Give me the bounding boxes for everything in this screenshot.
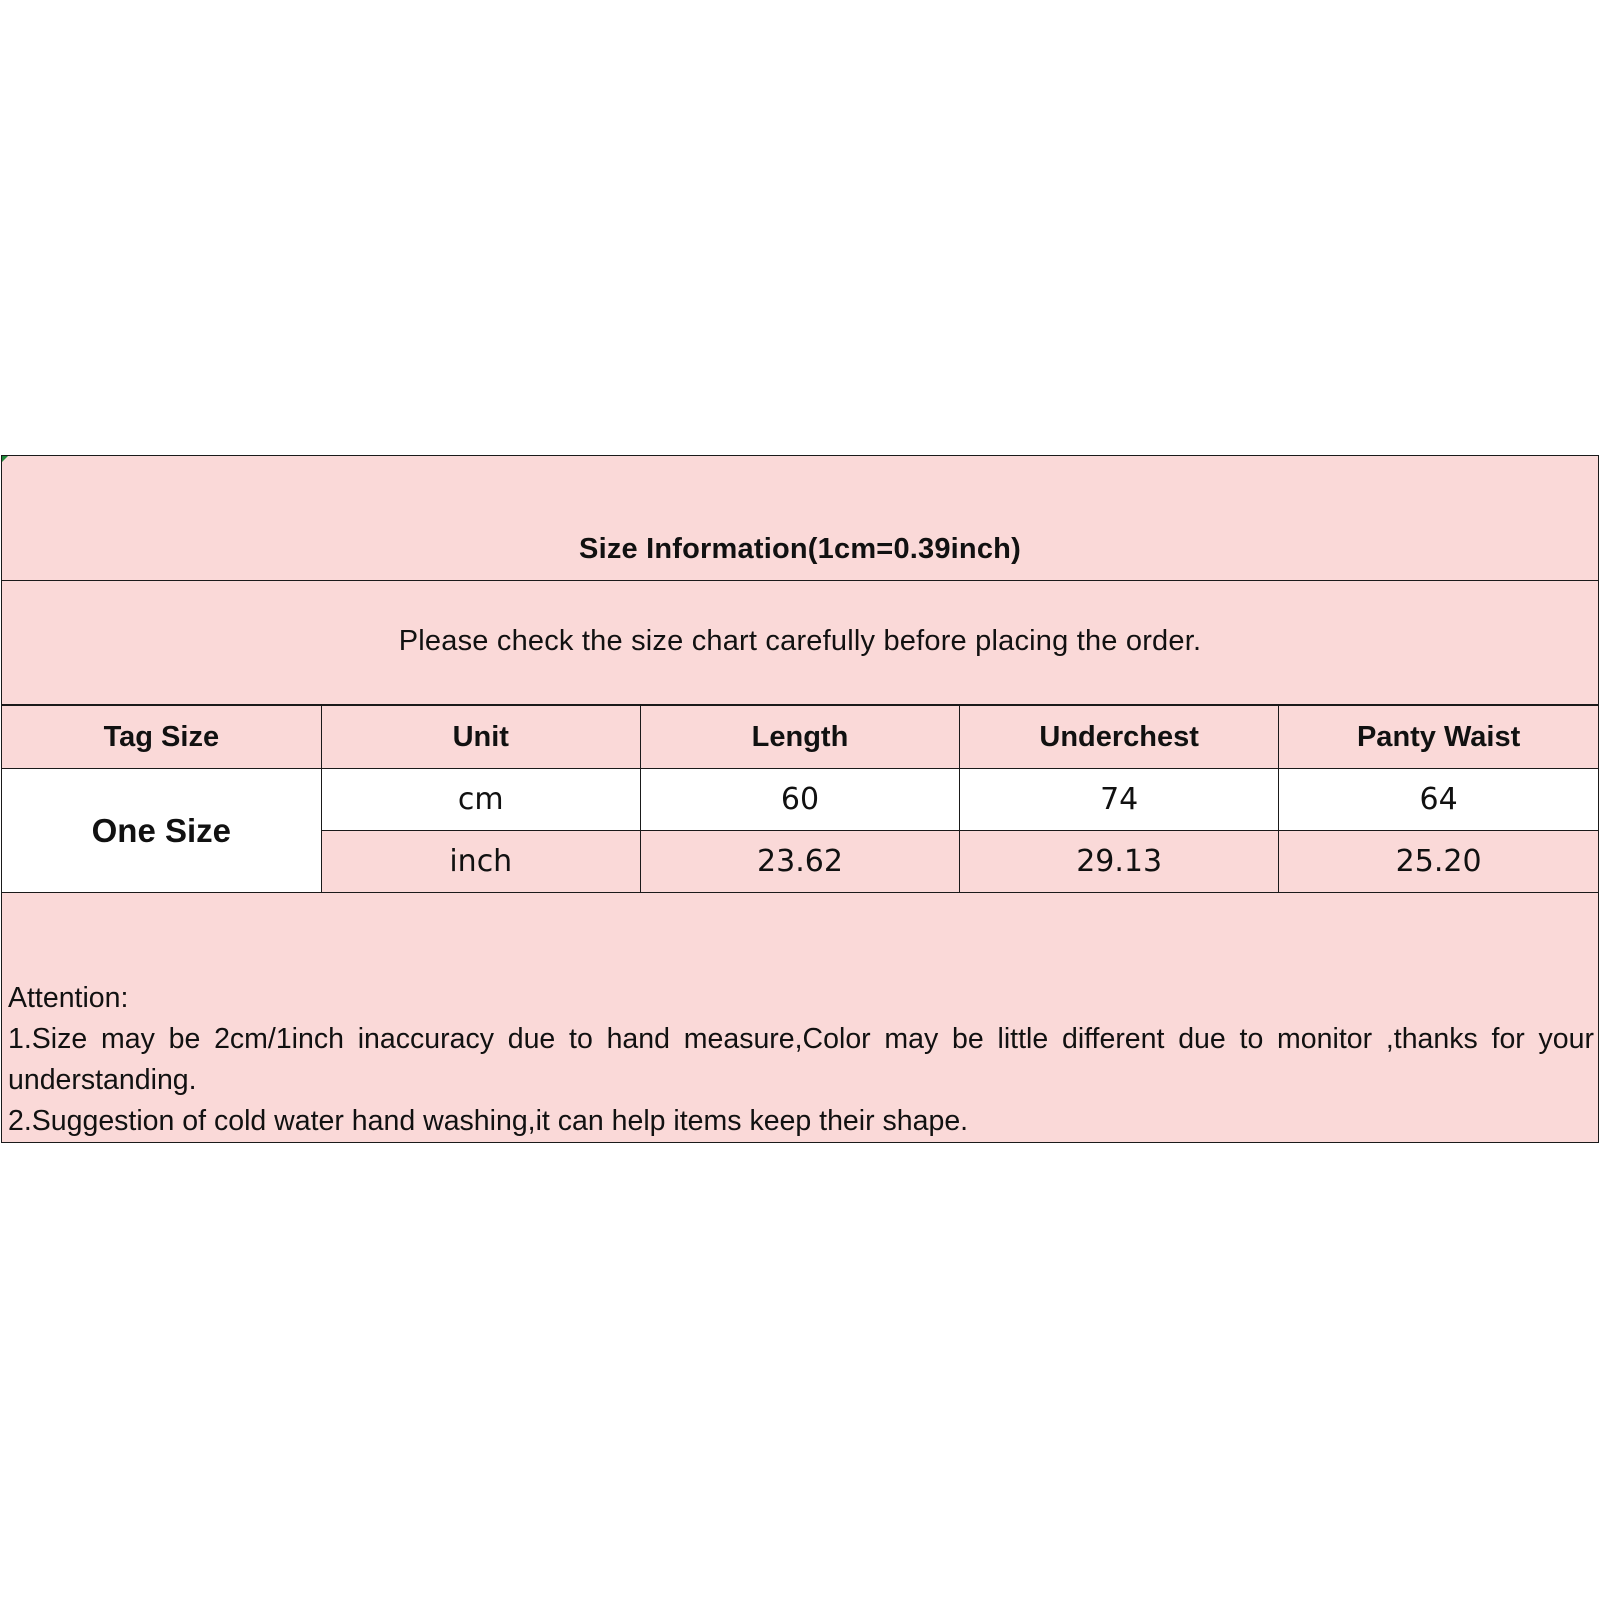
attention-heading: Attention: xyxy=(8,982,129,1014)
header-length: Length xyxy=(640,706,959,769)
panty-waist-cell: 25.20 xyxy=(1279,831,1598,893)
panty-waist-cell: 64 xyxy=(1279,769,1598,831)
attention-note-1: 1.Size may be 2cm/1inch inaccuracy due to hand measure,Color may be little different due to monitor ,thanks for your understanding. xyxy=(8,1023,1594,1096)
size-table xyxy=(2,705,1598,893)
attention-notes xyxy=(8,978,1594,1142)
table-row xyxy=(2,769,1598,831)
size-information-title: Size Information(1cm=0.39inch) xyxy=(579,533,1021,565)
underchest-cell: 29.13 xyxy=(960,831,1279,893)
underchest-cell: 74 xyxy=(960,769,1279,831)
notice-row xyxy=(2,581,1598,705)
header-tag-size: Tag Size xyxy=(2,706,321,769)
unit-cell: inch xyxy=(321,831,640,893)
header-underchest: Underchest xyxy=(960,706,1279,769)
size-information-sheet xyxy=(1,455,1599,1143)
table-header-row xyxy=(2,706,1598,769)
header-panty-waist: Panty Waist xyxy=(1279,706,1598,769)
length-cell: 23.62 xyxy=(640,831,959,893)
unit-cell: cm xyxy=(321,769,640,831)
attention-note-2: 2.Suggestion of cold water hand washing,it can help items keep their shape. xyxy=(8,1105,969,1137)
size-chart-notice: Please check the size chart carefully before placing the order. xyxy=(398,625,1202,657)
title-row xyxy=(2,456,1598,581)
tag-size-value: One Size xyxy=(2,769,321,893)
header-unit: Unit xyxy=(321,706,640,769)
length-cell: 60 xyxy=(640,769,959,831)
